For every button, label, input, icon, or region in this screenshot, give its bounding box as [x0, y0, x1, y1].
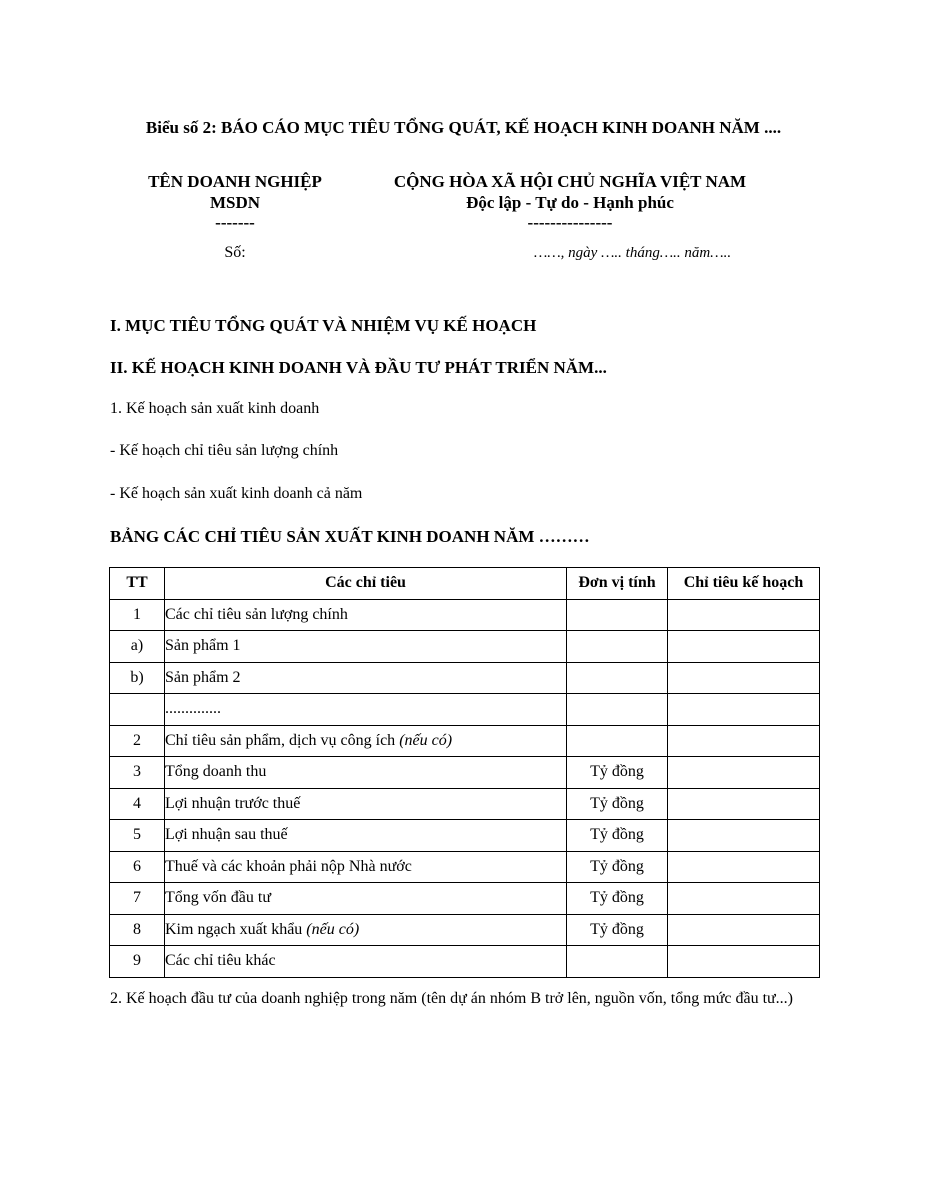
cell-tt: 2	[110, 725, 165, 757]
cell-tt: 3	[110, 757, 165, 789]
cell-unit	[567, 725, 668, 757]
table-row	[110, 694, 820, 726]
cell-indicator: Lợi nhuận sau thuế	[165, 820, 567, 852]
cell-indicator: Sản phẩm 2	[165, 662, 567, 694]
cell-indicator: Tổng vốn đầu tư	[165, 883, 567, 915]
header-indicators: Các chỉ tiêu	[165, 568, 567, 600]
cell-unit	[567, 946, 668, 978]
cell-plan	[668, 788, 820, 820]
cell-unit: Tỷ đồng	[567, 883, 668, 915]
bullet-1: - Kế hoạch chỉ tiêu sản lượng chính	[110, 442, 339, 459]
document-title: Biểu số 2: BÁO CÁO MỤC TIÊU TỔNG QUÁT, KẾ HOẠCH KINH DOANH NĂM ....	[145, 118, 782, 137]
cell-indicator: Tổng doanh thu	[165, 757, 567, 789]
cell-indicator: Thuế và các khoản phải nộp Nhà nước	[165, 851, 567, 883]
cell-unit: Tỷ đồng	[567, 788, 668, 820]
table-row	[110, 820, 820, 852]
cell-indicator: ..............	[165, 694, 567, 726]
cell-tt: 7	[110, 883, 165, 915]
table-row	[110, 788, 820, 820]
cell-unit: Tỷ đồng	[567, 820, 668, 852]
cell-plan	[668, 757, 820, 789]
right-header-divider: ---------------	[527, 213, 613, 232]
section-1-heading: I. MỤC TIÊU TỔNG QUÁT VÀ NHIỆM VỤ KẾ HOẠCH	[110, 316, 537, 335]
item-2: 2. Kế hoạch đầu tư của doanh nghiệp trong năm (tên dự án nhóm B trở lên, nguồn vốn, tổng mức đầu tư...)	[110, 990, 794, 1007]
cell-plan	[668, 914, 820, 946]
cell-plan	[668, 820, 820, 852]
cell-unit: Tỷ đồng	[567, 851, 668, 883]
cell-plan	[668, 946, 820, 978]
table-row	[110, 631, 820, 663]
table-row	[110, 883, 820, 915]
date-line: ……, ngày ….. tháng….. năm…..	[534, 245, 732, 261]
cell-indicator: Sản phẩm 1	[165, 631, 567, 663]
nation-name: CỘNG HÒA XÃ HỘI CHỦ NGHĨA VIỆT NAM	[393, 172, 747, 191]
national-motto: Độc lập - Tự do - Hạnh phúc	[466, 193, 674, 212]
cell-tt	[110, 694, 165, 726]
cell-indicator: Chỉ tiêu sản phẩm, dịch vụ công ích (nếu có)	[165, 725, 567, 757]
table-row	[110, 662, 820, 694]
item-1: 1. Kế hoạch sản xuất kinh doanh	[110, 400, 320, 417]
cell-unit: Tỷ đồng	[567, 757, 668, 789]
cell-unit	[567, 599, 668, 631]
cell-indicator: Các chỉ tiêu khác	[165, 946, 567, 978]
header-plan: Chỉ tiêu kế hoạch	[668, 568, 820, 600]
table-header-row	[110, 568, 820, 600]
cell-unit	[567, 662, 668, 694]
table-title: BẢNG CÁC CHỈ TIÊU SẢN XUẤT KINH DOANH NĂM ………	[110, 527, 590, 546]
cell-tt: 1	[110, 599, 165, 631]
cell-plan	[668, 662, 820, 694]
cell-unit	[567, 631, 668, 663]
cell-indicator: Lợi nhuận trước thuế	[165, 788, 567, 820]
indicators-table	[109, 567, 820, 978]
table-row	[110, 851, 820, 883]
section-2-heading: II. KẾ HOẠCH KINH DOANH VÀ ĐẦU TƯ PHÁT TRIỂN NĂM...	[110, 358, 607, 377]
header-unit: Đơn vị tính	[567, 568, 668, 600]
cell-plan	[668, 851, 820, 883]
document-number-label: Số:	[224, 244, 246, 261]
table-row	[110, 914, 820, 946]
cell-unit	[567, 694, 668, 726]
header-tt: TT	[110, 568, 165, 600]
company-name: TÊN DOANH NGHIỆP	[148, 172, 322, 191]
cell-plan	[668, 599, 820, 631]
cell-indicator: Kim ngạch xuất khẩu (nếu có)	[165, 914, 567, 946]
cell-plan	[668, 631, 820, 663]
cell-plan	[668, 725, 820, 757]
cell-note: (nếu có)	[306, 920, 360, 938]
left-header-divider: -------	[215, 213, 255, 232]
cell-note: (nếu có)	[399, 731, 453, 749]
cell-plan	[668, 883, 820, 915]
cell-tt: 6	[110, 851, 165, 883]
cell-tt: 8	[110, 914, 165, 946]
cell-unit: Tỷ đồng	[567, 914, 668, 946]
cell-tt: 5	[110, 820, 165, 852]
cell-tt: 9	[110, 946, 165, 978]
cell-plan	[668, 694, 820, 726]
msdn-label: MSDN	[209, 193, 261, 212]
cell-tt: b)	[110, 662, 165, 694]
table-row	[110, 757, 820, 789]
cell-tt: 4	[110, 788, 165, 820]
table-row	[110, 725, 820, 757]
cell-tt: a)	[110, 631, 165, 663]
bullet-2: - Kế hoạch sản xuất kinh doanh cả năm	[110, 485, 363, 502]
cell-indicator: Các chỉ tiêu sản lượng chính	[165, 599, 567, 631]
table-row	[110, 599, 820, 631]
table-row	[110, 946, 820, 978]
